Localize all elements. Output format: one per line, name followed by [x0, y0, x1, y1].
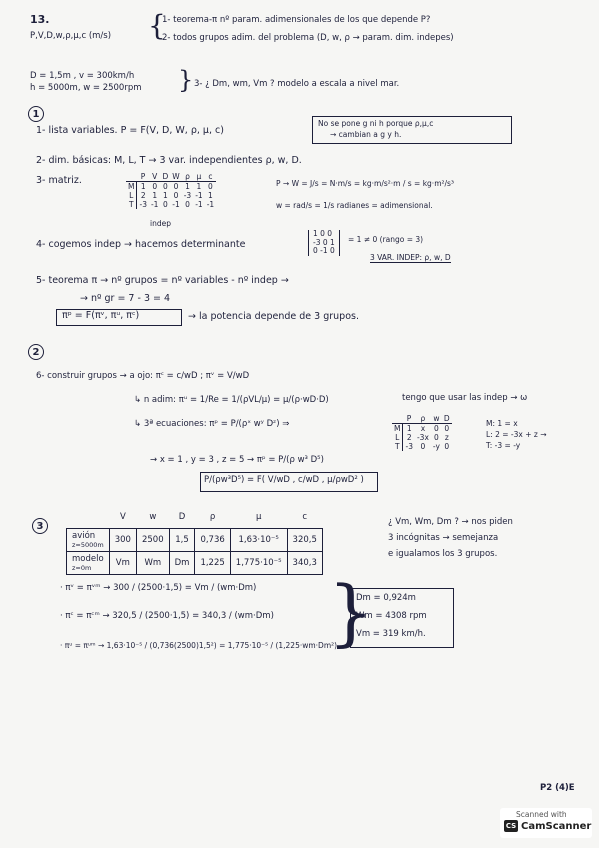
note-line-1: No se pone g ni h porque ρ,μ,c [318, 119, 434, 128]
table-cell: 1,225 [195, 552, 230, 575]
mini-matrix-cell: -y [432, 442, 440, 451]
row-label-line: z=5000m [72, 541, 104, 549]
mini-matrix-row [392, 433, 452, 442]
table-cell: Dm [169, 552, 195, 575]
matrix-cell: 1 [140, 182, 146, 191]
matrix-header-cell: ρ [182, 172, 193, 182]
matrix-cell: -3 [139, 200, 147, 209]
result-dm: Dm = 0,924m [356, 593, 416, 603]
system-eq-1: M: 1 = x [486, 419, 518, 428]
result-vm: Vm = 319 km/h. [356, 629, 426, 639]
matrix-cell: 1 [208, 191, 213, 200]
note-line-2: → cambian a g y h. [330, 130, 402, 139]
question-3: 3- ¿ Dm, wm, Vm ? modelo a escala a nivel mar. [194, 79, 400, 89]
final-result: P/(ρw³D⁵) = F( V/wD , c/wD , μ/ρwD² ) [204, 475, 364, 485]
table-cell: 300 [109, 529, 136, 552]
mini-matrix-cell: 2 [406, 433, 412, 442]
row-label-line: modelo [72, 554, 104, 564]
brace: { [148, 9, 166, 42]
table-cell [67, 529, 110, 552]
determinant-result: = 1 ≠ 0 (rango = 3) [348, 235, 424, 244]
mini-matrix-cell: x [420, 424, 426, 433]
matrix-cell: M [126, 182, 137, 192]
table-cell: 1,775·10⁻⁵ [230, 552, 287, 575]
matrix-row [126, 182, 216, 192]
step-6: 6- construir grupos → a ojo: πᶜ = c/wD ; πᵛ = V/wD [36, 371, 250, 381]
mini-matrix-cell: 1 [406, 424, 412, 433]
matrix-row [126, 191, 216, 200]
brace: } [328, 570, 374, 654]
table-cell: 340,3 [287, 552, 322, 575]
matrix-header-cell: P [137, 172, 149, 182]
camscanner-logo-icon: CS [505, 822, 517, 830]
section-2-mark: 2 [28, 344, 44, 360]
mini-matrix-cell: 0 [434, 433, 439, 442]
mini-matrix-row [392, 442, 452, 451]
data-table [66, 506, 323, 575]
side-note-1: ¿ Vm, Wm, Dm ? → nos piden [388, 517, 513, 527]
equation-3: · πᵘ = πᵘᵐ → 1,63·10⁻⁵ / (0,736(2500)1,5²) = 1,775·10⁻⁵ / (1,225·wm·Dm²) [60, 641, 338, 650]
matrix-cell: 0 [173, 191, 179, 200]
mini-matrix-header-row [392, 414, 452, 424]
side-note-2: 3 incógnitas → semejanza [388, 533, 499, 543]
matrix-cell: 0 [173, 182, 179, 191]
question-1: 1- teorema-π nº param. adimensionales de los que depende P? [162, 15, 431, 25]
step-6-note: tengo que usar las indep → ω [402, 393, 528, 403]
matrix-header-cell: D [162, 172, 169, 181]
system-eq-3: T: -3 = -y [486, 441, 521, 450]
section-1-mark: 1 [28, 106, 44, 122]
scanned-with-label: Scanned with [516, 810, 567, 819]
determinant: 1 0 0 -3 0 1 0 -1 0 [308, 230, 340, 256]
matrix-cell: -3 [183, 191, 192, 200]
matrix-header-cell: c [205, 172, 216, 182]
problem-number: 13. [30, 13, 50, 26]
table-header-cell [67, 506, 110, 529]
matrix-cell: 0 [162, 182, 168, 191]
matrix-header-row [126, 172, 216, 182]
mini-matrix-header-cell: ρ [415, 414, 431, 424]
matrix-cell: T [126, 200, 137, 209]
table-header-cell: c [287, 506, 322, 529]
data-line-2: h = 5000m, w = 2500rpm [30, 83, 142, 93]
matrix-cell: 2 [140, 191, 146, 200]
matrix-header-cell: μ [193, 172, 204, 182]
step-5-groups: → nº gr = 7 - 3 = 4 [80, 293, 171, 304]
section-3-mark: 3 [32, 518, 48, 534]
matrix-header-cell: V [149, 172, 160, 182]
matrix-cell: 1 [162, 191, 168, 200]
step-1: 1- lista variables. P = F(V, D, W, ρ, μ, c) [36, 125, 224, 136]
mini-matrix-cell: -3x [416, 433, 429, 442]
data-line-1: D = 1,5m , v = 300km/h [30, 71, 135, 81]
row-label-line: z=0m [72, 564, 92, 572]
side-note-3: e igualamos los 3 grupos. [388, 549, 498, 559]
table-header-cell: ρ [195, 506, 230, 529]
matrix-cell: 0 [162, 200, 168, 209]
table-header-cell: μ [230, 506, 287, 529]
units-power: P → W = J/s = N·m/s = kg·m/s²·m / s = kg·m²/s³ [276, 179, 454, 188]
matrix-cell: -1 [195, 200, 203, 209]
solution: → x = 1 , y = 3 , z = 5 → πᵖ = P/(ρ w³ D⁵) [150, 455, 324, 465]
matrix-header-cell [126, 172, 137, 182]
table-row [67, 552, 323, 575]
table-cell: Vm [109, 552, 136, 575]
row-label-line: avión [72, 531, 96, 541]
mini-matrix-cell: T [392, 442, 403, 451]
step-2: 2- dim. básicas: M, L, T → 3 var. independientes ρ, w, D. [36, 155, 302, 166]
step-6-reynolds: ↳ n adim: πᵘ = 1/Re = 1/(ρVL/μ) = μ/(ρ·wD·D) [134, 395, 329, 405]
mini-matrix-cell: 0 [420, 442, 426, 451]
step-5: 5- teorema π → nº grupos = nº variables - nº indep → [36, 275, 289, 286]
table-cell [67, 552, 110, 575]
table-header-cell: w [136, 506, 169, 529]
mini-matrix-header-cell: w [431, 414, 442, 424]
pi-relation: πᵖ = F(πᵛ, πᵘ, πᶜ) [62, 310, 140, 321]
table-header-row [67, 506, 323, 529]
table-cell: 1,63·10⁻⁵ [230, 529, 287, 552]
matrix-cell: 1 [196, 182, 202, 191]
table-cell: Wm [136, 552, 169, 575]
units-omega: w = rad/s = 1/s radianes = adimensional. [276, 201, 433, 210]
matrix-cell: -1 [150, 200, 159, 209]
mini-matrix-header-cell: D [443, 414, 450, 423]
matrix-cell: L [126, 191, 137, 200]
matrix-cell: 0 [185, 200, 190, 209]
matrix-cell: 0 [208, 182, 213, 191]
matrix-cell: -1 [195, 191, 203, 200]
step-4: 4- cogemos indep → hacemos determinante [36, 239, 246, 250]
table-header-cell: D [169, 506, 195, 529]
matrix-header-cell: W [170, 172, 181, 182]
indep-label: indep [150, 219, 171, 228]
table-cell: 2500 [136, 529, 169, 552]
mini-matrix-cell: M [392, 424, 403, 434]
independent-vars: 3 VAR. INDEP: ρ, w, D [370, 253, 451, 262]
step-6-equations: ↳ 3ª ecuaciones: πᵖ = P/(ρˣ wʸ Dᶻ) ⇒ [134, 419, 290, 429]
mini-matrix-header-cell [392, 414, 403, 424]
matrix-cell: -1 [206, 200, 215, 209]
step-3: 3- matriz. [36, 175, 82, 186]
matrix-cell: 0 [152, 182, 158, 191]
matrix-cell: 1 [152, 191, 158, 200]
mini-matrix-row [392, 424, 452, 434]
variables-list: P,V,D,w,ρ,μ,c (m/s) [30, 31, 112, 41]
equation-2: · πᶜ = πᶜᵐ → 320,5 / (2500·1,5) = 340,3 / (wm·Dm) [60, 611, 274, 621]
mini-matrix-cell: 0 [444, 424, 450, 433]
mini-matrix-cell: 0 [434, 424, 439, 433]
mini-matrix-cell: L [392, 433, 403, 442]
result-wm: Wm = 4308 rpm [356, 611, 427, 621]
equation-1: · πᵛ = πᵛᵐ → 300 / (2500·1,5) = Vm / (wm·Dm) [60, 583, 257, 593]
matrix-cell: -1 [172, 200, 180, 209]
dimension-matrix [126, 172, 216, 209]
camscanner-brand: CamScanner [521, 821, 592, 832]
table-cell: 320,5 [287, 529, 322, 552]
system-eq-2: L: 2 = -3x + z → [486, 430, 547, 439]
question-2: 2- todos grupos adim. del problema (D, w, ρ → param. dim. indepes) [162, 33, 454, 43]
mini-matrix [392, 414, 452, 451]
brace: } [178, 66, 194, 94]
mini-matrix-cell: -3 [405, 442, 413, 451]
step-5-conclusion: → la potencia depende de 3 grupos. [188, 311, 359, 322]
mini-matrix-cell: z [444, 433, 449, 442]
matrix-cell: 1 [185, 182, 190, 191]
table-cell: 0,736 [195, 529, 230, 552]
matrix-row [126, 200, 216, 209]
page-label: P2 (4)E [540, 783, 575, 793]
mini-matrix-header-cell: P [403, 414, 415, 424]
table-row [67, 529, 323, 552]
table-header-cell: V [109, 506, 136, 529]
mini-matrix-cell: 0 [444, 442, 450, 451]
table-cell: 1,5 [169, 529, 195, 552]
